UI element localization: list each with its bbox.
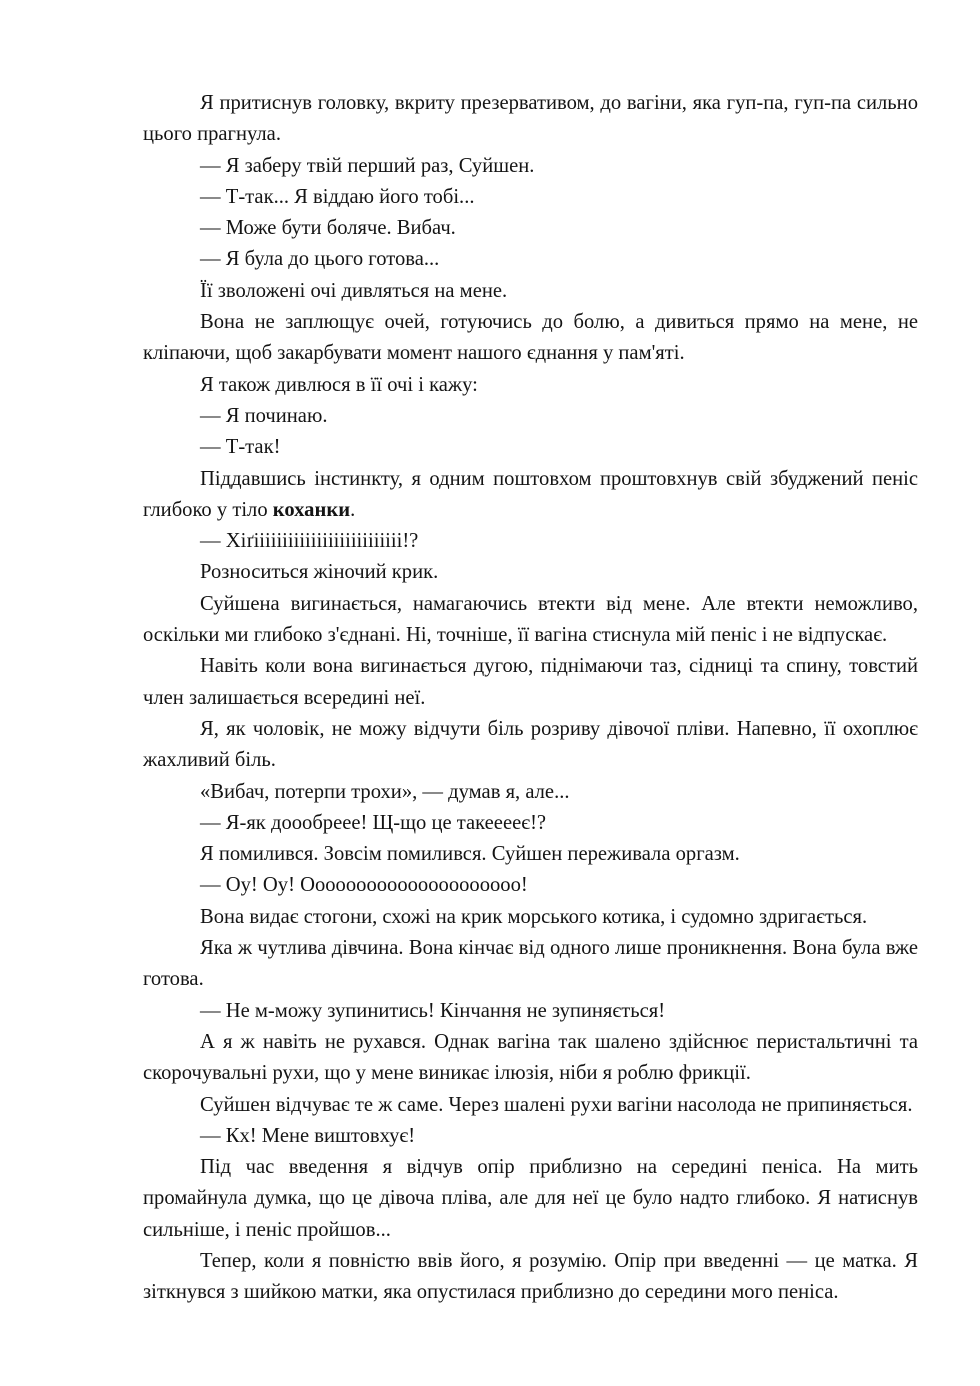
paragraph-dialogue: — Може бути боляче. Вибач. xyxy=(200,217,456,240)
paragraph-narrative: Тепер, коли я повністю ввів його, я розумію. Опір при введенні — це матка. Я зіткнувся з шийкою матки, яка опустилася приблизно до середини мого пеніса. xyxy=(143,1249,918,1304)
paragraph-narrative: Розноситься жіночий крик. xyxy=(200,561,439,584)
paragraph-narrative: Я притиснув головку, вкриту презервативом, до вагіни, яка гуп-па, гуп-па сильно цього прагнула. xyxy=(143,92,918,146)
paragraph-dialogue: — Я-як доообреее! Щ-що це такееееє!? xyxy=(200,811,547,834)
paragraph-narrative: Я помилився. Зовсім помилився. Суйшен переживала оргазм. xyxy=(200,843,740,866)
paragraph-narrative: Під час введення я відчув опір приблизно на середині пеніса. На мить промайнула думка, що це дівоча пліва, але для неї це було надто глибоко. Я натиснув сильніше, і пеніс пройшов... xyxy=(143,1156,918,1241)
paragraph-narrative: Суйшена вигинається, намагаючись втекти від мене. Але втекти неможливо, оскільки ми глибоко з'єднані. Ні, точніше, її вагіна стиснула мій пеніс і не відпускає. xyxy=(143,592,918,647)
paragraph-narrative: Навіть коли вона вигинається дугою, піднімаючи таз, сідниці та спину, товстий член залишається всередині неї. xyxy=(143,655,918,709)
paragraph-narrative: Суйшен відчуває те ж саме. Через шалені рухи вагіни насолода не припиняється. xyxy=(200,1093,913,1116)
paragraph-dialogue: — Я була до цього готова... xyxy=(200,248,440,271)
paragraph-dialogue: — Т-так! xyxy=(200,436,281,459)
paragraph-narrative: Яка ж чутлива дівчина. Вона кінчає від одного лише проникнення. Вона була вже готова. xyxy=(143,937,918,991)
paragraph-dialogue: — Кх! Мене виштовхує! xyxy=(200,1124,416,1147)
paragraph-narrative: Вона не заплющує очей, готуючись до болю, а дивиться прямо на мене, не кліпаючи, щоб закарбувати момент нашого єднання у пам'яті. xyxy=(143,311,918,365)
paragraph-dialogue: — Т-так... Я віддаю його тобі... xyxy=(200,185,475,208)
paragraph-dialogue: — Не м-можу зупинитись! Кінчання не зупиняється! xyxy=(200,999,666,1022)
paragraph-text-tail: . xyxy=(350,498,356,521)
paragraph-narrative: Вона видає стогони, схожі на крик морського котика, і судомно здригається. xyxy=(200,905,868,928)
paragraph-dialogue: — Я заберу твій перший раз, Суйшен. xyxy=(200,154,535,177)
paragraph-dialogue: — Я починаю. xyxy=(200,404,328,427)
paragraph-dialogue-moan: — Оу! Оу! Ооооооооооооооооооооо! xyxy=(200,874,528,897)
paragraph-narrative: Її зволожені очі дивляться на мене. xyxy=(200,279,508,302)
paragraph-text-lead: Піддавшись інстинкту, я одним поштовхом проштовхнув свій збуджений пеніс глибоко у тіло xyxy=(143,467,918,521)
paragraph-narrative: Я, як чоловік, не можу відчути біль розриву дівочої пліви. Напевно, її охоплює жахливий біль. xyxy=(143,717,918,772)
bold-emphasis-word: коханки xyxy=(272,498,351,521)
paragraph-narrative: А я ж навіть не рухався. Однак вагіна так шалено здійснює перистальтичні та скорочувальні рухи, що у мене виникає ілюзія, ніби я роблю фрикції. xyxy=(143,1030,918,1085)
paragraph-dialogue-scream: — Хіґіііііііііііііііііііііііііі!? xyxy=(200,530,419,553)
page-text-body xyxy=(143,88,918,1309)
paragraph-narrative-with-bold xyxy=(143,464,918,527)
paragraph-inner-thought: «Вибач, потерпи трохи», — думав я, але... xyxy=(200,780,570,803)
paragraph-narrative: Я також дивлюся в її очі і кажу: xyxy=(200,373,478,396)
